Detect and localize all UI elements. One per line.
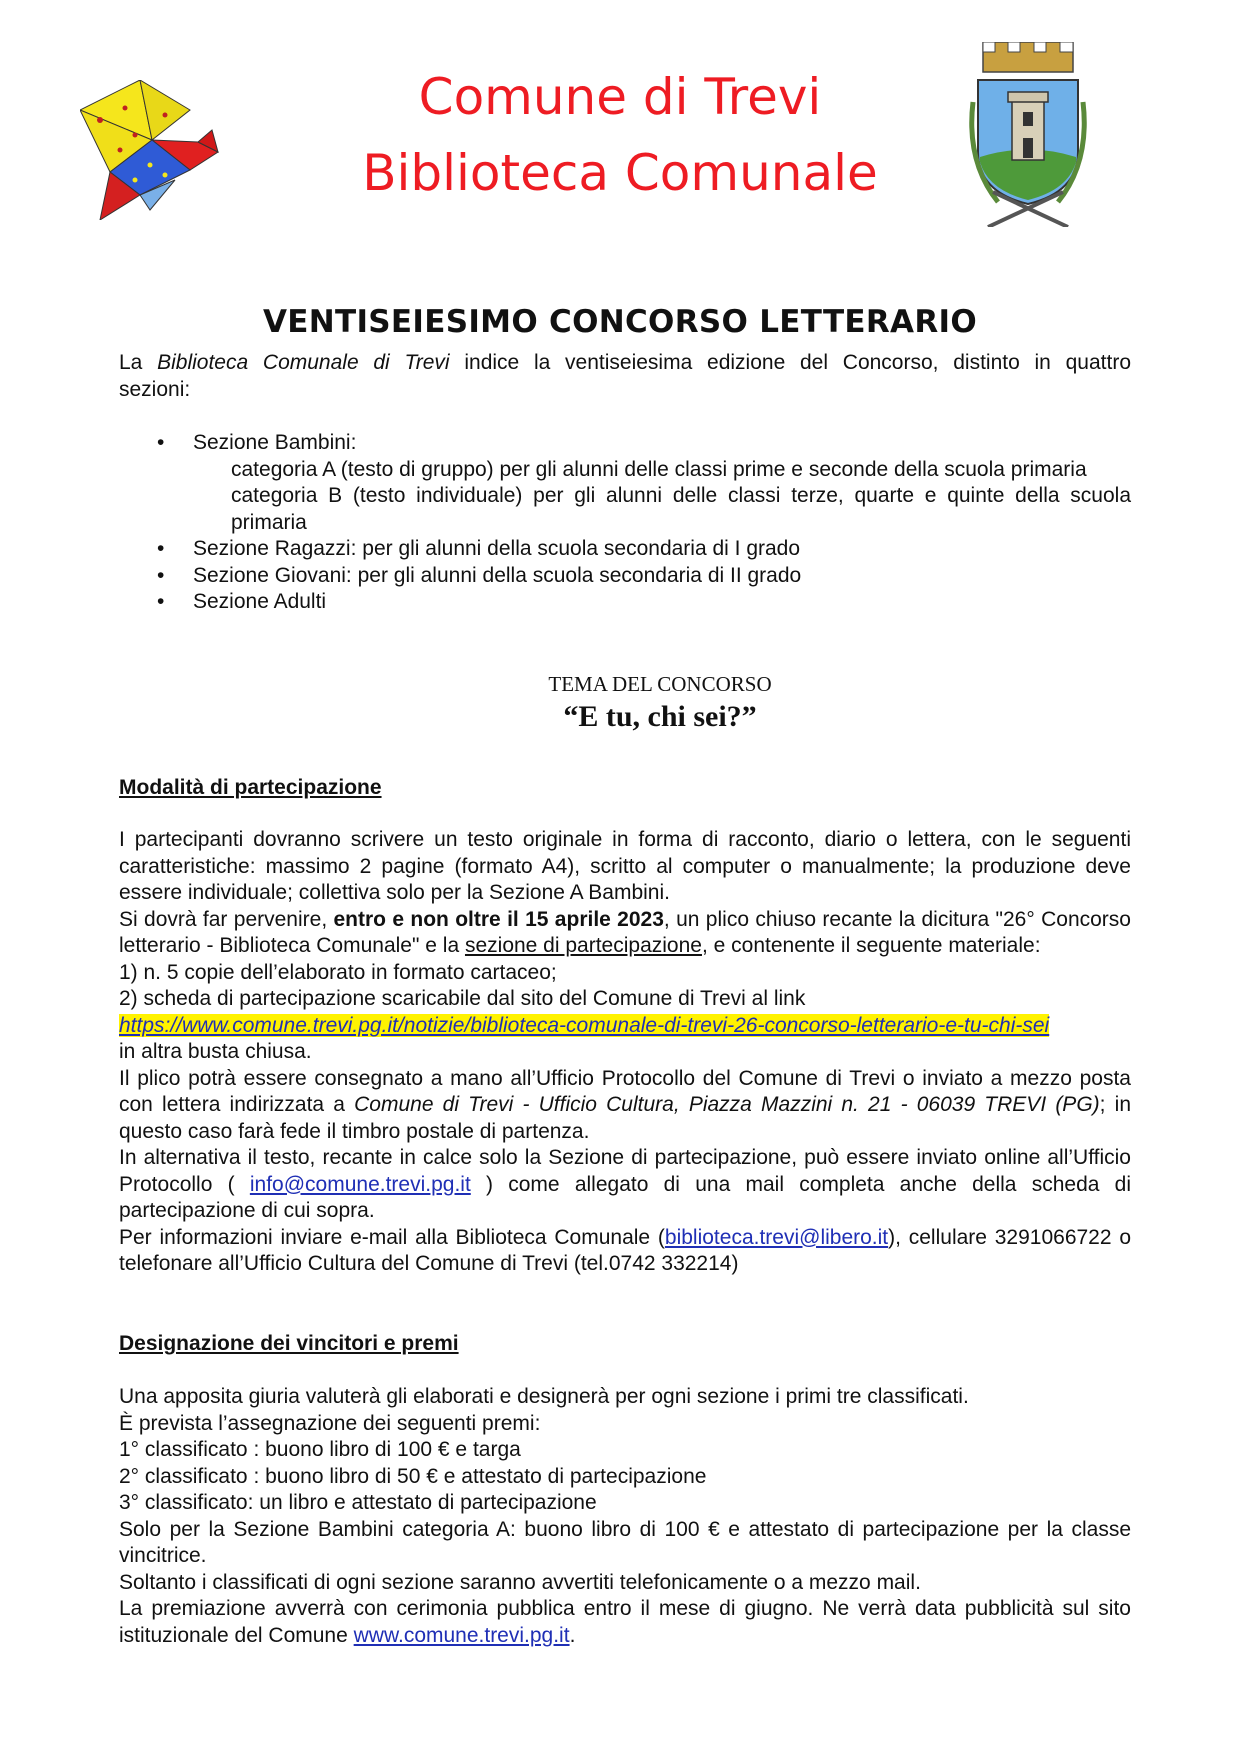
bullet-icon: •: [157, 563, 165, 587]
origami-bird-logo-icon: [80, 80, 220, 220]
modalita-body: I partecipanti dovranno scrivere un testo originale in forma di racconto, diario o lettera, con le seguenti caratteristiche: massimo 2 pagine (formato A4), scritto al computer o manualmente; la produzione deve essere individuale; collettiva solo per la Sezione A Bambini. Si dovrà far pervenire, entro e non oltre il 15 aprile 2023, un plico chiuso recante la dicitura "26° Concorso letterario - Biblioteca Comunale" e la sezione di partecipazione, e contenente il seguente materiale: 1) n. 5 copie dell’elaborato in formato cartaceo; 2) scheda di partecipazione scaricabile dal sito del Comune di Trevi al link https://www.comune.trevi.pg.it/notizie/biblioteca-comunale-di-trevi-26-concorso-letterario-e-tu-chi-sei in altra busta chiusa. Il plico potrà essere consegnato a mano all’Ufficio Protocollo del Comune di Trevi o inviato a mezzo posta con lettera indirizzata a Comune di Trevi - Ufficio Cultura, Piazza Mazzini n. 21 - 06039 TREVI (PG); in questo caso farà fede il timbro postale di partenza. In alternativa il testo, recante in calce solo la Sezione di partecipazione, può essere inviato online all’Ufficio Protocollo ( info@comune.trevi.pg.it ) come allegato di una mail completa anche della scheda di partecipazione di cui sopra. Per informazioni inviare e-mail alla Biblioteca Comunale (biblioteca.trevi@libero.it), cellulare 3291066722 o telefonare all’Ufficio Cultura del Comune di Trevi (tel.0742 332214): [119, 828, 1132, 1275]
coat-of-arms-tower-icon: [968, 42, 1088, 227]
list-item: • Sezione Adulti: [119, 589, 1131, 616]
category-b: categoria B (testo individuale) per gli alunni delle classi terze, quarte e quinte della scuola primaria: [231, 484, 1131, 534]
bullet-icon: •: [157, 431, 165, 454]
page-title: VENTISEIESIMO CONCORSO LETTERARIO: [263, 304, 977, 340]
scheda-link[interactable]: https://www.comune.trevi.pg.it/notizie/biblioteca-comunale-di-trevi-26-concorso-letterario-e-tu-chi-sei: [119, 1013, 1050, 1037]
intro-paragraph: La Biblioteca Comunale di Trevi indice la ventiseiesima edizione del Concorso, distinto in quattro sezioni:: [119, 351, 1131, 401]
prize-third: 3° classificato: un libro e attestato di partecipazione: [119, 1491, 597, 1514]
section-heading-modalita: Modalità di partecipazione: [119, 776, 382, 799]
prize-second: 2° classificato : buono libro di 50 € e attestato di partecipazione: [119, 1464, 707, 1488]
biblioteca-email-link[interactable]: biblioteca.trevi@libero.it: [664, 1225, 889, 1249]
comune-website-link[interactable]: www.comune.trevi.pg.it: [353, 1623, 570, 1647]
prize-first: 1° classificato : buono libro di 100 € e targa: [119, 1438, 521, 1461]
list-item: • Sezione Ragazzi: per gli alunni della scuola secondaria di I grado: [119, 536, 1131, 563]
bullet-icon: •: [157, 537, 165, 560]
list-item: • Sezione Bambini: categoria A (testo di gruppo) per gli alunni delle classi prime e seconde della scuola primaria categoria B (testo individuale) per gli alunni delle classi terze, quarte e quinte della scuola primaria: [119, 430, 1131, 536]
header-biblioteca: Biblioteca Comunale: [362, 144, 878, 202]
category-a: categoria A (testo di gruppo) per gli alunni delle classi prime e seconde della scuola primaria: [231, 457, 1087, 481]
bullet-icon: •: [157, 590, 165, 613]
header-comune: Comune di Trevi: [418, 68, 822, 126]
section-heading-premi: Designazione dei vincitori e premi: [119, 1332, 459, 1355]
protocollo-email-link[interactable]: info@comune.trevi.pg.it: [249, 1172, 471, 1196]
premi-body: Una apposita giuria valuterà gli elaborati e designerà per ogni sezione i primi tre classificati. È prevista l’assegnazione dei seguenti premi: 1° classificato : buono libro di 100 € e targa 2° classificato : buono libro di 50 € e attestato di partecipazione 3° classificato: un libro e attestato di partecipazione Solo per la Sezione Bambini categoria A: buono libro di 100 € e attestato di partecipazione per la classe vincitrice. Soltanto i classificati di ogni sezione saranno avvertiti telefonicamente o a mezzo mail. La premiazione avverrà con cerimonia pubblica entro il mese di giugno. Ne verrà data pubblicità sul sito istituzionale del Comune www.comune.trevi.pg.it.: [119, 1385, 1131, 1647]
theme-label: TEMA DEL CONCORSO: [548, 672, 772, 696]
list-item: • Sezione Giovani: per gli alunni della scuola secondaria di II grado: [119, 563, 1131, 590]
theme-title: “E tu, chi sei?”: [563, 700, 757, 733]
sections-list: [119, 430, 1131, 616]
